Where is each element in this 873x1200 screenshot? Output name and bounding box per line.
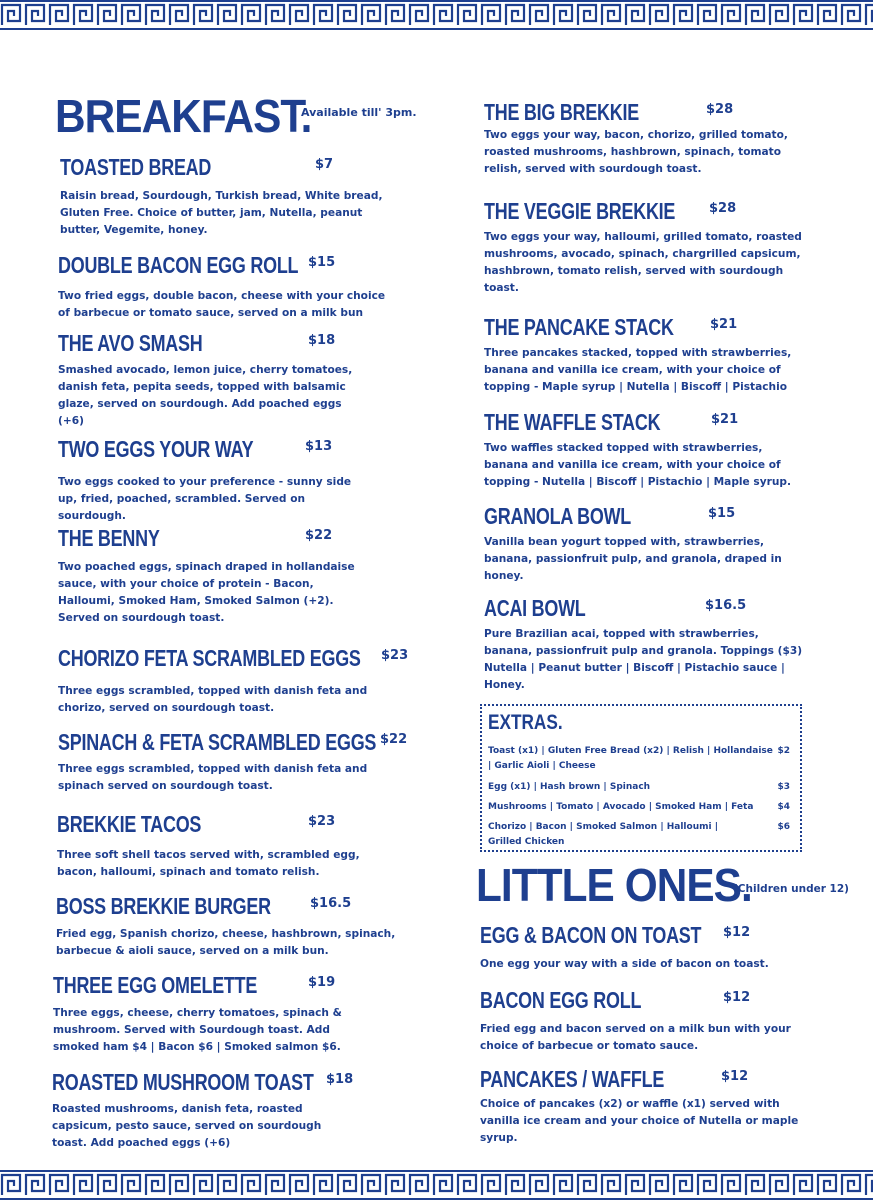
menu-item	[484, 593, 809, 694]
item-description: Pure Brazilian acai, topped with strawberries, banana, passionfruit pulp and granola. Toppings ($3) Nutella | Peanut butter | Biscoff | Pistachio sauce | Honey.	[484, 628, 803, 691]
extras-row	[488, 744, 794, 774]
extras-row-price: $6	[777, 822, 790, 832]
extras-row-text: Toast (x1) | Gluten Free Bread (x2) | Relish | Hollandaise | Garlic Aioli | Cheese	[488, 746, 773, 771]
item-price: $12	[723, 925, 751, 940]
item-name: GRANOLA BOWL	[484, 503, 632, 529]
menu-item	[480, 985, 800, 1055]
item-description: Two eggs your way, halloumi, grilled tomato, roasted mushrooms, avocado, spinach, chargrilled capsicum, hashbrown, tomato relish, served with sourdough toast.	[484, 231, 802, 294]
little-ones-note: (Children under 12)	[733, 883, 849, 895]
item-description: One egg your way with a side of bacon on toast.	[480, 958, 769, 970]
menu-item	[58, 328, 358, 430]
breakfast-note: Available till' 3pm.	[301, 106, 417, 119]
item-description: Two waffles stacked topped with strawberries, banana and vanilla ice cream, with your choice of topping - Nutella | Biscoff | Pistachio | Maple syrup.	[484, 442, 792, 488]
item-description: Two fried eggs, double bacon, cheese with your choice of barbecue or tomato sauce, served on a milk bun	[58, 290, 386, 319]
extras-row-text: Mushrooms | Tomato | Avocado | Smoked Ham | Feta	[488, 802, 754, 812]
item-price: $16.5	[310, 896, 352, 911]
item-description: Two eggs your way, bacon, chorizo, grilled tomato, roasted mushrooms, hashbrown, spinach, tomato relish, served with sourdough toast.	[484, 129, 788, 175]
item-name: THE BIG BREKKIE	[484, 99, 639, 125]
breakfast-header	[55, 86, 334, 146]
item-name: ACAI BOWL	[484, 595, 586, 621]
item-description: Raisin bread, Sourdough, Turkish bread, White bread, Gluten Free. Choice of butter, jam, Nutella, peanut butter, Vegemite, honey.	[60, 190, 383, 236]
menu-item	[56, 891, 396, 960]
item-name: PANCAKES / WAFFLE	[480, 1066, 665, 1092]
item-price: $13	[305, 439, 333, 454]
menu-item	[484, 97, 804, 178]
menu-item	[484, 196, 809, 297]
item-name: BREKKIE TACOS	[57, 811, 202, 837]
item-price: $22	[305, 528, 333, 543]
item-name: TOASTED BREAD	[60, 154, 212, 180]
item-description: Fried egg and bacon served on a milk bun with your choice of barbecue or tomato sauce.	[480, 1023, 791, 1052]
item-name: EGG & BACON ON TOAST	[480, 922, 702, 948]
greek-key-border-bottom	[0, 1170, 873, 1200]
item-name: ROASTED MUSHROOM TOAST	[52, 1069, 314, 1095]
menu-item	[58, 727, 408, 795]
item-name: BOSS BREKKIE BURGER	[56, 893, 271, 919]
extras-box	[480, 704, 802, 852]
item-name: CHORIZO FETA SCRAMBLED EGGS	[58, 645, 361, 671]
item-price: $23	[308, 814, 336, 829]
menu-item	[480, 920, 800, 973]
extras-row	[488, 820, 794, 850]
menu-item	[480, 1064, 805, 1147]
menu-item	[484, 312, 804, 396]
extras-row-price: $3	[777, 782, 790, 792]
extras-row-price: $4	[777, 802, 790, 812]
item-description: Three eggs, cheese, cherry tomatoes, spinach & mushroom. Served with Sourdough toast. Add smoked ham $4 | Bacon $6 | Smoked salmon $6.	[53, 1007, 342, 1053]
extras-row-price: $2	[777, 746, 790, 756]
breakfast-title: BREAKFAST.	[55, 90, 312, 142]
item-name: THE WAFFLE STACK	[484, 409, 661, 435]
extras-row-text: Egg (x1) | Hash brown | Spinach	[488, 782, 651, 792]
menu-item	[58, 434, 358, 525]
item-description: Three pancakes stacked, topped with strawberries, banana and vanilla ice cream, with your choice of topping - Maple syrup | Nutella | Biscoff | Pistachio	[484, 347, 792, 393]
extras-row	[488, 780, 794, 795]
greek-key-border-top	[0, 0, 873, 30]
extras-row	[488, 800, 794, 815]
little-ones-title: LITTLE ONES.	[476, 859, 752, 911]
menu-item	[484, 407, 804, 491]
menu-item	[60, 152, 390, 239]
item-description: Fried egg, Spanish chorizo, cheese, hashbrown, spinach, barbecue & aioli sauce, served on a milk bun.	[56, 928, 396, 957]
item-name: THE PANCAKE STACK	[484, 314, 674, 340]
item-price: $28	[709, 201, 737, 216]
item-description: Roasted mushrooms, danish feta, roasted capsicum, pesto sauce, served on sourdough toast. Add poached eggs (+6)	[52, 1103, 322, 1149]
menu-item	[58, 643, 409, 717]
menu-item	[58, 523, 363, 627]
item-price: $7	[315, 157, 334, 172]
item-description: Three eggs scrambled, topped with danish feta and spinach served on sourdough toast.	[58, 763, 368, 792]
item-name: TWO EGGS YOUR WAY	[58, 436, 254, 462]
item-price: $21	[710, 317, 738, 332]
menu-item	[58, 250, 393, 322]
item-name: DOUBLE BACON EGG ROLL	[58, 252, 299, 278]
item-name: THE AVO SMASH	[58, 330, 203, 356]
extras-row-text: Chorizo | Bacon | Smoked Salmon | Halloumi | Grilled Chicken	[488, 822, 718, 847]
item-price: $12	[721, 1069, 749, 1084]
extras-title: EXTRAS.	[488, 711, 563, 734]
item-name: BACON EGG ROLL	[480, 987, 642, 1013]
item-name: THE BENNY	[58, 525, 160, 551]
item-price: $23	[381, 648, 409, 663]
item-name: SPINACH & FETA SCRAMBLED EGGS	[58, 729, 377, 755]
item-price: $16.5	[705, 598, 747, 613]
item-price: $19	[308, 975, 336, 990]
item-price: $15	[708, 506, 736, 521]
item-price: $12	[723, 990, 751, 1005]
item-description: Three eggs scrambled, topped with danish feta and chorizo, served on sourdough toast.	[58, 685, 368, 714]
item-description: Vanilla bean yogurt topped with, strawberries, banana, passionfruit pulp, and granola, draped in honey.	[484, 536, 782, 582]
menu-item	[484, 501, 794, 585]
menu-item	[52, 1067, 357, 1152]
item-description: Smashed avocado, lemon juice, cherry tomatoes, danish feta, pepita seeds, topped with balsamic glaze, served on sourdough. Add poached eggs (+6)	[58, 364, 353, 427]
item-price: $18	[308, 333, 336, 348]
item-price: $15	[308, 255, 336, 270]
item-description: Two eggs cooked to your preference - sunny side up, fried, poached, scrambled. Served on sourdough.	[58, 476, 352, 522]
item-price: $28	[706, 102, 734, 117]
item-description: Three soft shell tacos served with, scrambled egg, bacon, halloumi, spinach and tomato relish.	[57, 849, 360, 878]
item-price: $21	[711, 412, 739, 427]
item-name: THREE EGG OMELETTE	[53, 972, 258, 998]
item-name: THE VEGGIE BREKKIE	[484, 198, 676, 224]
menu-item	[53, 970, 353, 1056]
item-description: Two poached eggs, spinach draped in hollandaise sauce, with your choice of protein - Bacon, Halloumi, Smoked Ham, Smoked Salmon (+2). Served on sourdough toast.	[58, 561, 355, 624]
item-price: $18	[326, 1072, 354, 1087]
menu-item	[57, 809, 367, 881]
item-description: Choice of pancakes (x2) or waffle (x1) served with vanilla ice cream and your choice of Nutella or maple syrup.	[480, 1098, 799, 1144]
item-price: $22	[380, 732, 408, 747]
